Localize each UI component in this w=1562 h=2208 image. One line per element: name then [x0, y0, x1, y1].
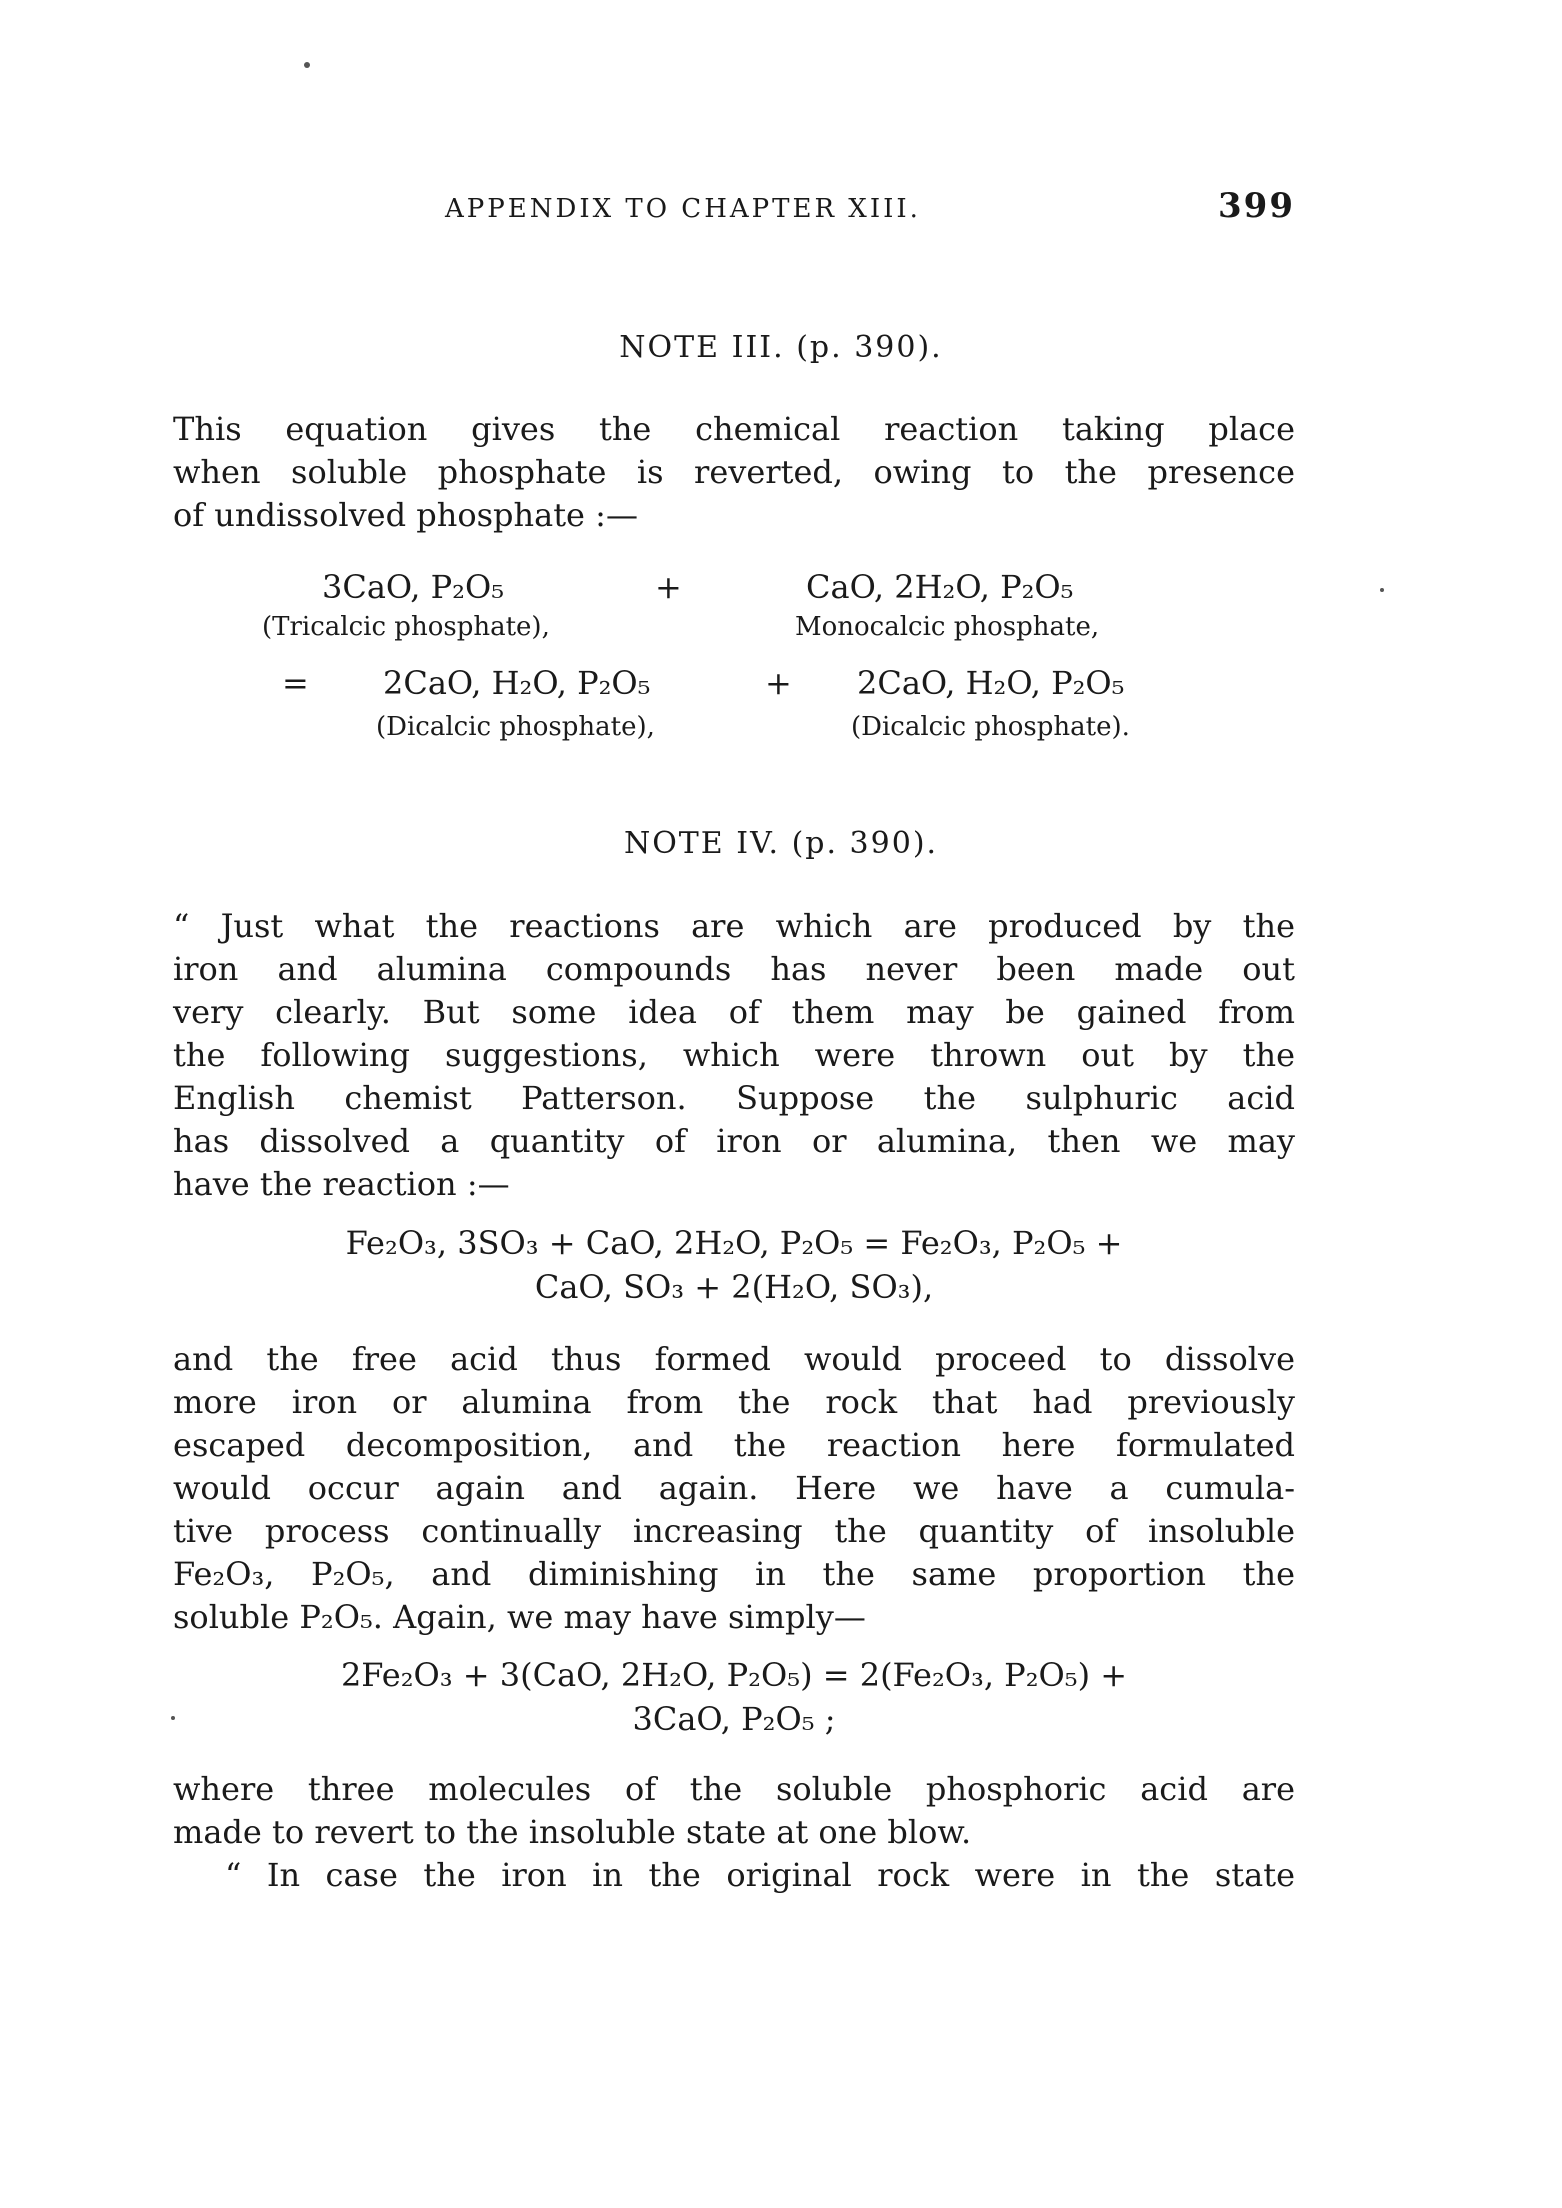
- note-4-paragraph-1: [173, 905, 1295, 1206]
- equation-reactant-1: 3CaO, P₂O₅: [322, 568, 505, 606]
- equation-2-line-1: 2Fe₂O₃ + 3(CaO, 2H₂O, P₂O₅) = 2(Fe₂O₃, P₂O₅) +: [340, 1656, 1128, 1694]
- text-line: “ Just what the reactions are which are produced by the: [173, 907, 1295, 945]
- text-line: of undissolved phosphate :—: [173, 496, 638, 534]
- note-3-paragraph: [173, 408, 1295, 537]
- equation-equals: =: [282, 664, 309, 702]
- text-line: Fe₂O₃, P₂O₅, and diminishing in the same proportion the: [173, 1555, 1295, 1593]
- equation-label: Monocalcic phosphate,: [795, 612, 1100, 642]
- text-line: very clearly. But some idea of them may be gained from: [173, 993, 1295, 1031]
- page-header: [175, 186, 1295, 236]
- equation-reactant-2: CaO, 2H₂O, P₂O₅: [806, 568, 1074, 606]
- equation-plus: +: [655, 568, 682, 606]
- note-3-heading: NOTE III. (p. 390).: [619, 330, 943, 365]
- text-line: the following suggestions, which were thrown out by the: [173, 1036, 1295, 1074]
- running-head: APPENDIX TO CHAPTER XIII.: [445, 194, 921, 224]
- equation-2-line-2: 3CaO, P₂O₅ ;: [632, 1700, 836, 1738]
- equation-plus: +: [765, 664, 792, 702]
- text-line: “ In case the iron in the original rock were in the state: [225, 1856, 1295, 1894]
- text-line: when soluble phosphate is reverted, owing to the presence: [173, 453, 1295, 491]
- equation-label: (Tricalcic phosphate),: [262, 612, 550, 642]
- text-line: and the free acid thus formed would proceed to dissolve: [173, 1340, 1295, 1378]
- note-4-heading: NOTE IV. (p. 390).: [623, 826, 939, 861]
- text-line: soluble P₂O₅. Again, we may have simply—: [173, 1598, 866, 1636]
- equation-product-1: 2CaO, H₂O, P₂O₅: [383, 664, 651, 702]
- equation-1-line-1: Fe₂O₃, 3SO₃ + CaO, 2H₂O, P₂O₅ = Fe₂O₃, P₂O₅ +: [345, 1224, 1123, 1262]
- note-4-paragraph-3: [173, 1768, 1295, 1854]
- text-line: have the reaction :—: [173, 1165, 510, 1203]
- text-line: This equation gives the chemical reaction taking place: [173, 410, 1295, 448]
- text-line: English chemist Patterson. Suppose the sulphuric acid: [173, 1079, 1295, 1117]
- text-line: would occur again and again. Here we have a cumula-: [173, 1469, 1295, 1507]
- scan-speck: [304, 62, 310, 68]
- equation-label: (Dicalcic phosphate).: [851, 712, 1130, 742]
- equation-1-line-2: CaO, SO₃ + 2(H₂O, SO₃),: [534, 1268, 934, 1306]
- text-line: escaped decomposition, and the reaction here formulated: [173, 1426, 1295, 1464]
- equation-product-2: 2CaO, H₂O, P₂O₅: [857, 664, 1125, 702]
- text-line: made to revert to the insoluble state at one blow.: [173, 1813, 972, 1851]
- text-line: more iron or alumina from the rock that had previously: [173, 1383, 1295, 1421]
- page-number: 399: [1218, 186, 1295, 226]
- text-line: iron and alumina compounds has never been made out: [173, 950, 1295, 988]
- scan-speck: [1380, 588, 1384, 592]
- text-line: has dissolved a quantity of iron or alumina, then we may: [173, 1122, 1295, 1160]
- note-4-paragraph-4: [225, 1854, 1295, 1897]
- text-line: tive process continually increasing the quantity of insoluble: [173, 1512, 1295, 1550]
- note-4-paragraph-2: [173, 1338, 1295, 1639]
- equation-label: (Dicalcic phosphate),: [376, 712, 655, 742]
- text-line: where three molecules of the soluble phosphoric acid are: [173, 1770, 1295, 1808]
